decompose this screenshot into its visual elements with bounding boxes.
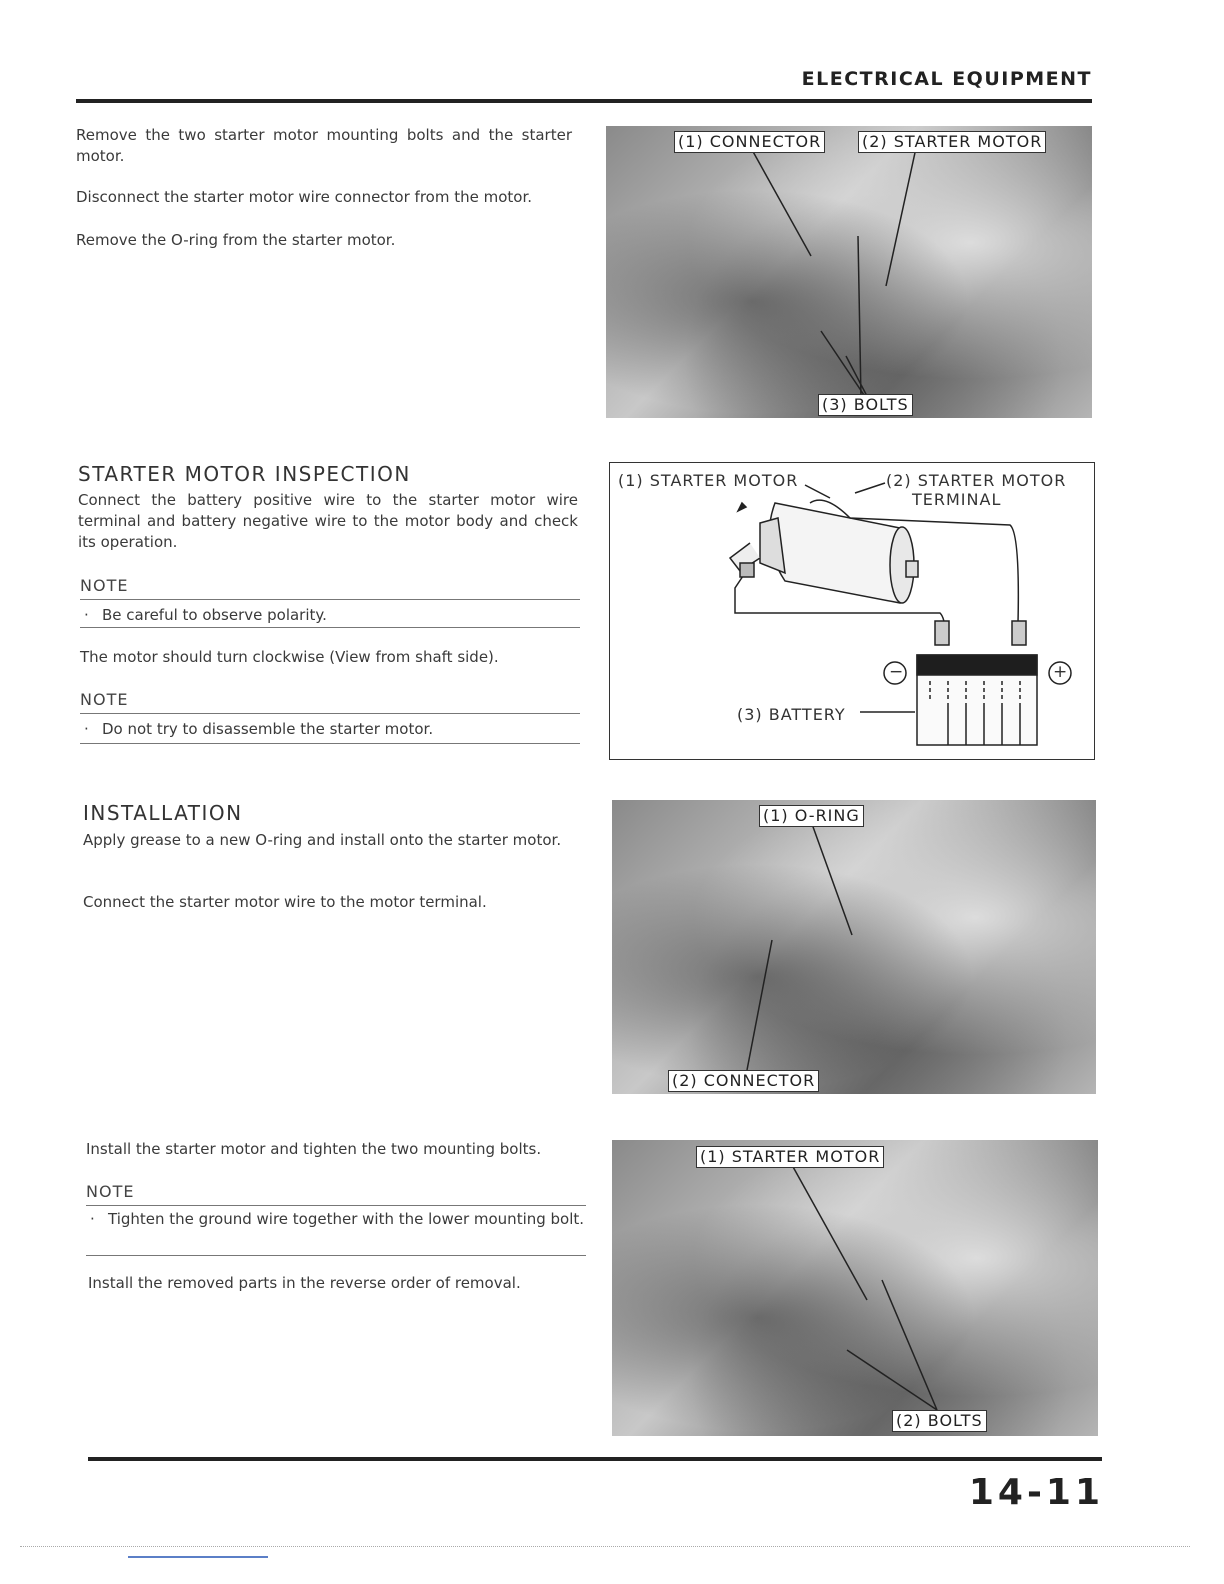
scan-edge-mark: [128, 1556, 268, 1558]
scan-edge-line: [20, 1546, 1190, 1548]
note-text: Do not try to disassemble the starter motor.: [102, 720, 434, 738]
removal-step-2: Disconnect the starter motor wire connector from the motor.: [76, 188, 533, 206]
installation-step-3: Install the starter motor and tighten the two mounting bolts.: [86, 1140, 542, 1158]
diagram-label-terminal-line2: TERMINAL: [912, 490, 1002, 509]
footer-rule: [88, 1457, 1102, 1461]
note-rule: [80, 713, 580, 714]
note-rule: [80, 627, 580, 628]
note-rule: [86, 1205, 586, 1206]
wiring-diagram-drawing: [610, 463, 1094, 759]
bolts-photo-leaders: [612, 1140, 1098, 1436]
removal-photo: [606, 126, 1092, 418]
photo-label-bolts: (3) BOLTS: [818, 394, 913, 416]
diagram-label-terminal-line1: (2) STARTER MOTOR: [886, 471, 1067, 490]
installation-photo-bolts: [612, 1140, 1098, 1436]
note-text: Be careful to observe polarity.: [102, 606, 327, 624]
installation-photo-oring: [612, 800, 1096, 1094]
photo-label-connector: (2) CONNECTOR: [668, 1070, 819, 1092]
note-label: NOTE: [86, 1182, 135, 1201]
bullet-icon: ·: [90, 1210, 95, 1228]
note-text: Tighten the ground wire together with the lower mounting bolt.: [108, 1210, 585, 1228]
header-rule: [76, 99, 1092, 103]
photo-label-bolts: (2) BOLTS: [892, 1410, 987, 1432]
removal-photo-leaders: [606, 126, 1092, 418]
note-label: NOTE: [80, 576, 129, 595]
installation-step-1: Apply grease to a new O-ring and install onto the starter motor.: [83, 831, 562, 849]
oring-photo-leaders: [612, 800, 1096, 1094]
diagram-label-starter-motor: (1) STARTER MOTOR: [618, 471, 799, 490]
inspection-intro: Connect the battery positive wire to the starter motor wire terminal and battery negative wire to the motor body and check its operation.: [78, 491, 578, 551]
note-rule: [80, 743, 580, 744]
photo-label-starter-motor: (1) STARTER MOTOR: [696, 1146, 884, 1168]
note-item: [80, 719, 580, 740]
positive-terminal-icon: +: [1053, 662, 1069, 682]
note-item: [80, 605, 580, 626]
note-rule: [80, 599, 580, 600]
photo-label-o-ring: (1) O-RING: [759, 805, 864, 827]
installation-step-4: Install the removed parts in the reverse order of removal.: [88, 1274, 521, 1292]
note-item: [86, 1209, 586, 1230]
inspection-diagram: [609, 462, 1095, 760]
negative-terminal-icon: −: [889, 662, 905, 682]
photo-label-starter-motor: (2) STARTER MOTOR: [858, 131, 1046, 153]
removal-step-1: Remove the two starter motor mounting bolts and the starter motor.: [76, 126, 572, 165]
inspection-heading: STARTER MOTOR INSPECTION: [78, 462, 411, 486]
photo-label-connector: (1) CONNECTOR: [674, 131, 825, 153]
installation-step-2: Connect the starter motor wire to the motor terminal.: [83, 893, 487, 911]
section-title: ELECTRICAL EQUIPMENT: [801, 68, 1092, 90]
removal-step-3: Remove the O-ring from the starter motor.: [76, 231, 396, 249]
installation-heading: INSTALLATION: [83, 801, 243, 825]
note-rule: [86, 1255, 586, 1256]
bullet-icon: ·: [84, 606, 89, 624]
note-label: NOTE: [80, 690, 129, 709]
diagram-label-battery: (3) BATTERY: [737, 705, 846, 724]
bullet-icon: ·: [84, 720, 89, 738]
inspection-result: The motor should turn clockwise (View from shaft side).: [80, 648, 499, 666]
page-number: 14-11: [968, 1472, 1104, 1513]
